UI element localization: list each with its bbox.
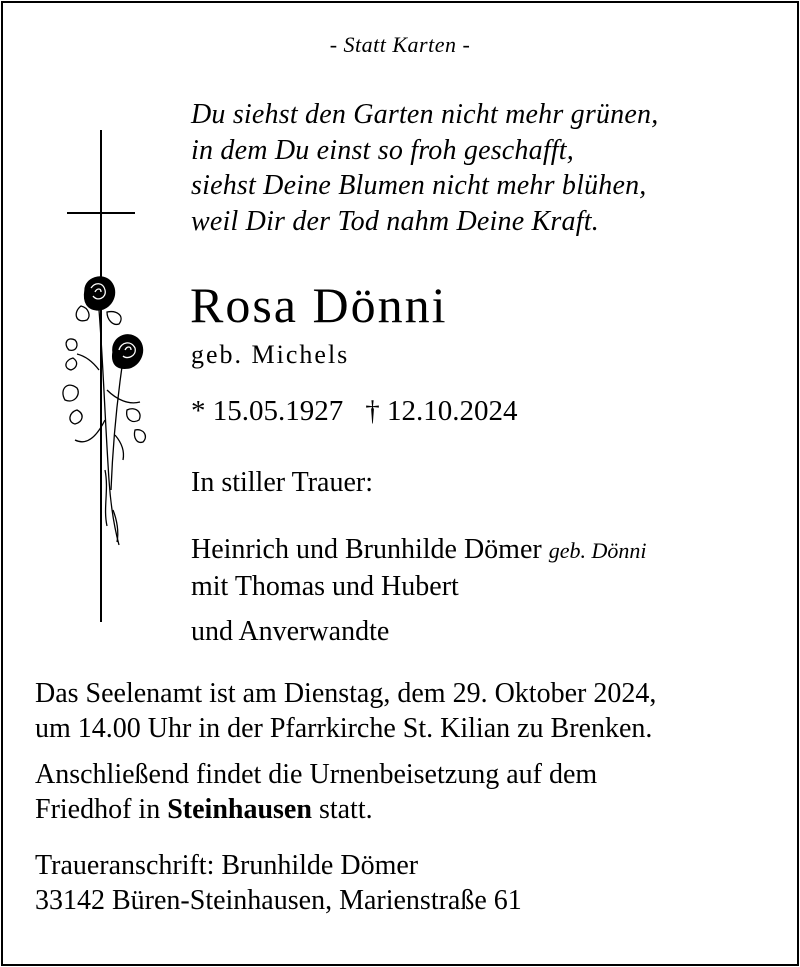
poem-line: in dem Du einst so froh geschafft,: [191, 134, 574, 166]
mourner-names: Heinrich und Brunhilde Dömer: [191, 534, 542, 565]
deceased-name: Rosa Dönni: [190, 277, 448, 333]
address-line: Traueranschrift: Brunhilde Dömer: [35, 850, 419, 881]
cross-bar: [67, 212, 135, 214]
poem: [191, 97, 658, 239]
born-name: geb. Michels: [191, 340, 350, 369]
address-line: 33142 Büren-Steinhausen, Marienstraße 61: [35, 885, 522, 916]
life-dates: [191, 395, 518, 428]
statt-karten-header: - Statt Karten -: [329, 32, 471, 57]
mourner-line: und Anverwandte: [191, 616, 390, 647]
poem-line: siehst Deine Blumen nicht mehr blühen,: [191, 170, 647, 201]
service-line: [35, 792, 656, 827]
service-text: statt.: [311, 794, 373, 825]
mourners-list: [191, 532, 646, 650]
service-info: [35, 676, 656, 827]
mourner-maiden-note: geb. Dönni: [548, 538, 647, 563]
birth-date: * 15.05.1927: [191, 395, 344, 427]
service-line: Das Seelenamt ist am Dienstag, dem 29. Oktober 2024,: [35, 678, 657, 709]
poem-line: Du siehst den Garten nicht mehr grünen,: [191, 99, 659, 130]
mourner-line: [191, 532, 646, 569]
cemetery-location: Steinhausen: [167, 794, 312, 825]
mourning-intro: In stiller Trauer:: [191, 467, 373, 498]
service-line: Anschließend findet die Urnenbeisetzung auf dem: [35, 759, 598, 790]
service-text: Friedhof in: [35, 794, 168, 825]
rose-illustration: [55, 270, 155, 550]
death-date: † 12.10.2024: [365, 395, 518, 427]
service-line: um 14.00 Uhr in der Pfarrkirche St. Kilian zu Brenken.: [35, 713, 653, 744]
poem-line: weil Dir der Tod nahm Deine Kraft.: [191, 205, 599, 237]
mourner-line: mit Thomas und Hubert: [191, 571, 459, 602]
mourning-address: [35, 848, 522, 918]
